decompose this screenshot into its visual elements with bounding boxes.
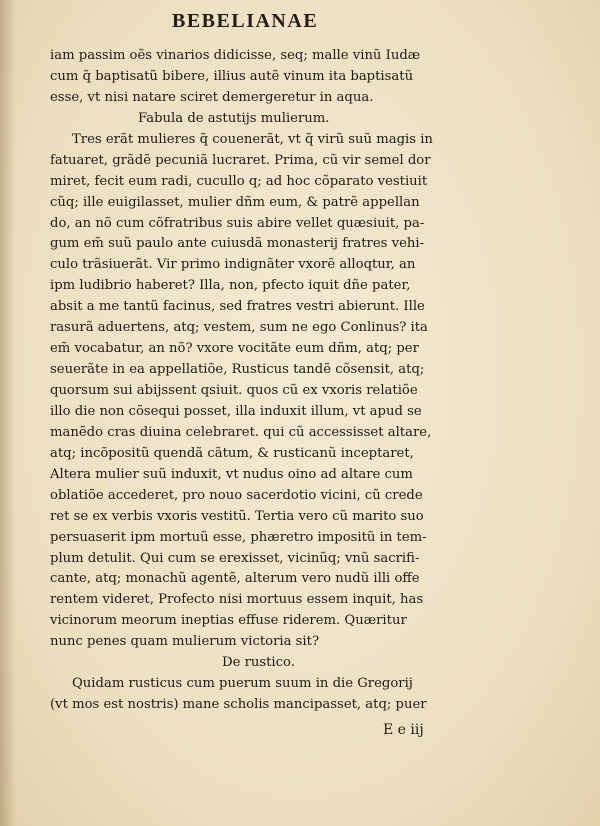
- text-line: Quidam rusticus cum puerum suum in die Gregorij: [72, 676, 413, 692]
- text-line: manẽdo cras diuina celebraret. qui cũ accessisset altare,: [50, 424, 432, 440]
- text-line: nunc penes quam mulierum victoria sit?: [50, 634, 320, 650]
- text-line: atq; incõpositũ quendã cãtum, & rusticanũ inceptaret,: [50, 445, 414, 461]
- text-line: plum detulit. Qui cum se erexisset, vicinũq; vnũ sacrifi-: [50, 550, 420, 566]
- section-heading: Fabula de astutijs mulierum.: [138, 110, 330, 126]
- text-line: quorsum sui abijssent qsiuit. quos cũ ex vxoris relatiõe: [50, 383, 418, 398]
- text-line: gum em̃ suũ paulo ante cuiusdã monasterij fratres vehi-: [50, 236, 425, 252]
- text-line: Tres erãt mulieres q̃ couenerãt, vt q̃ virũ suũ magis in: [72, 131, 433, 147]
- text-line: cante, atq; monachũ agentẽ, alterum vero nudũ illi offe: [50, 571, 420, 587]
- text-line: ret se ex verbis vxoris vestitũ. Tertia vero cũ marito suo: [50, 508, 424, 524]
- text-line: rasurã aduertens, atq; vestem, sum ne ego Conlinus? ita: [50, 320, 428, 336]
- text-line: iam passim oẽs vinarios didicisse, seq; malle vinũ Iudæ: [50, 48, 421, 63]
- text-line: oblatiõe accederet, pro nouo sacerdotio vicini, cũ crede: [50, 487, 423, 503]
- text-line: persuaserit ipm mortuũ esse, phæretro impositũ in tem-: [50, 529, 427, 545]
- text-line: miret, fecit eum radi, cucullo q; ad hoc cõparato vestiuit: [50, 173, 428, 189]
- running-header: BEBELIANAE: [172, 10, 319, 32]
- page-gutter-shadow: [0, 0, 16, 826]
- text-line: fatuaret, grãdẽ pecuniã lucraret. Prima, cũ vir semel dor: [50, 152, 431, 168]
- signature-mark: E e iij: [383, 722, 424, 738]
- text-line: seuerãte in ea appellatiõe, Rusticus tandẽ cõsensit, atq;: [50, 362, 425, 378]
- text-line: cum q̃ baptisatũ bibere, illius autẽ vinum ita baptisatũ: [50, 68, 414, 84]
- text-line: esse, vt nisi natare sciret demergeretur in aqua.: [50, 89, 374, 105]
- text-line: absit a me tantũ facinus, sed fratres vestri abierunt. Ille: [50, 299, 425, 315]
- text-line: ipm ludibrio haberet? Illa, non, pfecto iquit dñe pater,: [50, 278, 411, 294]
- text-line: cũq; ille euigilasset, mulier dñm eum, & patrẽ appellan: [50, 194, 420, 210]
- text-line: em̃ vocabatur, an nõ? vxore vocitãte eum dñm, atq; per: [50, 341, 419, 357]
- text-line: Altera mulier suũ induxit, vt nudus oino ad altare cum: [50, 466, 413, 482]
- text-line: do, an nõ cum cõfratribus suis abire vellet quæsiuit, pa-: [50, 215, 425, 231]
- section-heading: De rustico.: [222, 655, 295, 671]
- text-line: rentem videret, Profecto nisi mortuus essem inquit, has: [50, 592, 424, 608]
- text-line: (vt mos est nostris) mane scholis mancipasset, atq; puer: [50, 697, 427, 713]
- text-line: culo trãsiuerãt. Vir primo indignãter vxorẽ alloqtur, an: [50, 257, 416, 273]
- text-line: vicinorum meorum ineptias effuse riderem. Quæritur: [50, 613, 407, 629]
- text-line: illo die non cõsequi posset, illa induxit illum, vt apud se: [50, 403, 422, 419]
- body-text: [50, 46, 580, 716]
